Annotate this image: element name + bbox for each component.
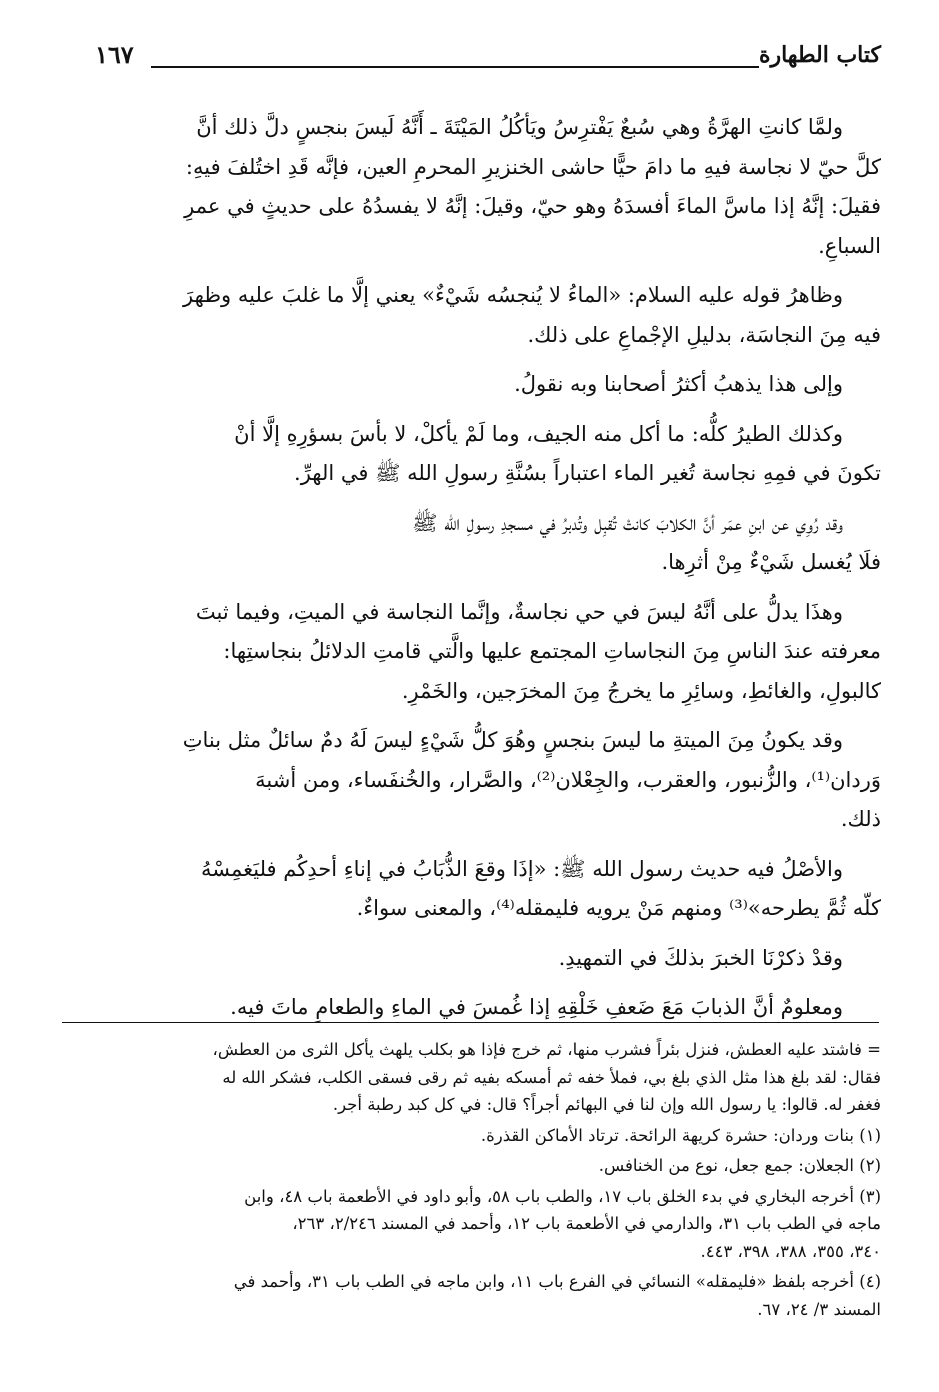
footnote: (١) بنات وردان: حشرة كريهة الرائحة. ترتاد الأماكن القذرة. (480, 1125, 881, 1145)
paragraph: وقد رُوِي عن ابنِ عمَر أنَّ الكلابَ كانتْ تُقبِل وتُدبرُ في مسجدِ رسولِ الله ﷺ فلَا يُغسل شَيْءٌ مِنْ أثرِها. (412, 510, 881, 574)
header-rule (151, 66, 759, 68)
footnote: (٤) أخرجه بلفظ «فليمقله» النسائي في الفرع باب ١١، وابن ماجه في الطب باب ٣١، وأحمد في المسند ٣/ ٢٤، ٦٧. (233, 1272, 881, 1319)
paragraph: ومعلومٌ أنَّ الذبابَ مَعَ ضَعفِ خَلْقِهِ إذا غُمسَ في الماءِ والطعامِ ماتَ فيه. (230, 995, 843, 1019)
paragraph: وظاهرُ قوله عليه السلام: «الماءُ لا يُنجسُه شَيْءٌ» يعني إلَّا ما غلبَ عليه وظهرَ فيه مِنَ النجاسَة، بدليلِ الإجْماعِ على ذلك. (183, 283, 881, 347)
chapter-title: كتاب الطهارة (758, 42, 881, 68)
paragraph: ولمَّا كانتِ الهرَّةُ وهي سُبعٌ يَفْترِسُ ويَأكُلُ المَيْتَةَ ـ أَنَّهُ لَيسَ بنجسٍ دلَّ ذلك أنَّ كلَّ حيّ لا نجاسة فيهِ ما دامَ حيًّا حاشى الخنزيرِ المحرمِ العين، فإنَّه قَدِ اختُلفَ فيهِ: فقيلَ: إنَّهُ إذا ماسَّ الماءَ أفسدَهُ وهو حيّ، وقيلَ: إنَّهُ لا يفسدُهُ على حديثٍ في عمرِ السباعِ. (184, 115, 881, 258)
footnotes (100, 1036, 881, 1326)
paragraph: والأصْلُ فيه حديث رسول الله ﷺ: «إذَا وقعَ الذُّبَابُ في إناءِ أحدِكُم فليَغمِسْهُ كلّه ثُمَّ يطرحه»⁽³⁾ ومنهم مَنْ يرويه فليمقله⁽⁴⁾، والمعنى سواءٌ. (200, 856, 881, 920)
paragraph: وكذلك الطيرُ كلُّه: ما أكل منه الجيف، وما لَمْ يأكلْ، لا بأسَ بسؤرِهِ إلَّا أنْ تكونَ في فمِهِ نجاسة تُغير الماء اعتباراً بسُنَّةِ رسولِ الله ﷺ في الهرِّ. (234, 421, 881, 485)
footnote-continuation: = فاشتد عليه العطش، فنزل بئراً فشرب منها، ثم خرج فإذا هو بكلب يلهث يأكل الثرى من العطش، فقال: لقد بلغ هذا مثل الذي بلغ بي، فملأ خفه ثم أمسكه بفيه ثم رقى فسقى الكلب، فشكر الله له فغفر له. قالوا: يا رسول الله وإن لنا في البهائم أجراً؟ قال: في كل كبد رطبة أجر. (212, 1040, 881, 1114)
paragraph: وإلى هذا يذهبُ أكثرُ أصحابنا وبه نقولُ. (514, 372, 843, 396)
running-header (95, 42, 881, 76)
paragraph: وقد يكونُ مِنَ الميتةِ ما ليسَ بنجسٍ وهُوَ كلُّ شَيْءٍ ليسَ لَهُ دمٌ سائلٌ مثل بناتِ وَردان⁽¹⁾، والزُّنبور، والعقرب، والجِعْلان⁽²⁾، والصَّرار، والخُنفَساء، ومن أشبهَ ذلك. (182, 728, 881, 831)
main-text (100, 108, 881, 1038)
footnote-separator (62, 1022, 879, 1023)
page-number: ١٦٧ (95, 40, 134, 69)
paragraph: وهذَا يدلُّ على أنَّهُ ليسَ في حي نجاسةٌ، وإنَّما النجاسة في الميتِ، وفيما ثبتَ معرفته عندَ الناسِ مِنَ النجاساتِ المجتمع عليها والَّتي قامتِ الدلائلُ بنجاستِها: كالبولِ، والغائطِ، وسائِرِ ما يخرجُ مِنَ المخرَجين، والخَمْرِ. (195, 599, 881, 703)
footnote: (٢) الجعلان: جمع جعل، نوع من الخنافس. (598, 1156, 881, 1175)
paragraph: وقدْ ذكرْنَا الخبرَ بذلكَ في التمهيدِ. (558, 945, 843, 970)
footnote: (٣) أخرجه البخاري في بدء الخلق باب ١٧، والطب باب ٥٨، وأبو داود في الأطعمة باب ٤٨، وابن ماجه في الطب باب ٣١، والدارمي في الأطعمة باب ١٢، وأحمد في المسند ٢/٢٤٦، ٢٦٣، ٣٤٠، ٣٥٥، ٣٨٨، ٣٩٨، ٤٤٣. (244, 1186, 881, 1261)
